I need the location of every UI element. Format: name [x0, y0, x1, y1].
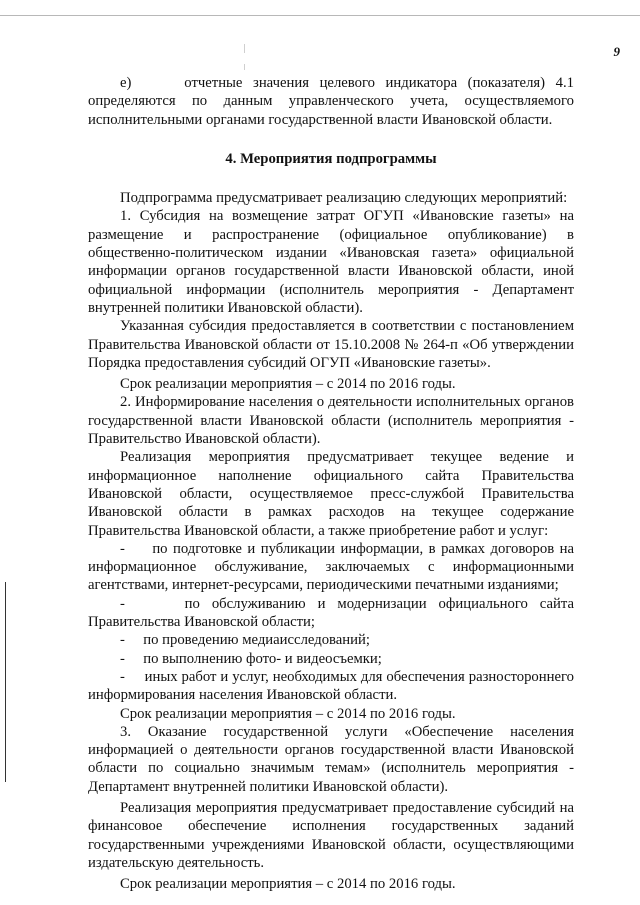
paragraph-implementation: Реализация мероприятия предусматривает предоставление субсидий на финансовое обеспечение исполнения государственных заданий государственными учреждениями Ивановской области, осуществляющими издательскую деятельность.: [88, 799, 574, 871]
list-item: - по обслуживанию и модернизации официального сайта Правительства Ивановской области;: [88, 595, 574, 631]
scan-speck: [244, 64, 245, 70]
paragraph-indicator-note: е) отчетные значения целевого индикатора (показателя) 4.1 определяются по данным управленческого учета, осуществляемого исполнительными органами государственной власти Ивановской области.: [88, 75, 574, 128]
paragraph-measure-1: 1. Субсидия на возмещение затрат ОГУП «Ивановские газеты» на размещение и распространение (официальное опубликование) в общественно-политическом издании «Ивановская газета» официальной информации органов государственной власти Ивановской области, иной официальной информации (исполнитель мероприятия - Департамент внутренней политики Ивановской области).: [88, 208, 574, 316]
paragraph-measure-3: 3. Оказание государственной услуги «Обеспечение населения информацией о деятельности органов государственной власти Ивановской области по социально значимым темам» (исполнитель мероприятия - Департамент внутренней политики Ивановской области).: [88, 723, 574, 795]
list-item: - по выполнению фото- и видеосъемки;: [120, 650, 382, 667]
page-number: 9: [613, 44, 620, 59]
paragraph-term: Срок реализации мероприятия – с 2014 по 2016 годы.: [120, 705, 456, 722]
section-heading: 4. Мероприятия подпрограммы: [225, 150, 437, 167]
list-item: - по подготовке и публикации информации, в рамках договоров на информационное обслуживание, заключаемых с информационными агентствами, интернет-ресурсами, периодическими печатными изданиями;: [88, 540, 574, 594]
paragraph-measure-2: 2. Информирование населения о деятельности исполнительных органов государственной власти Ивановской области (исполнитель мероприятия - Правительство Ивановской области).: [88, 394, 574, 448]
scan-edge-line: [0, 15, 640, 16]
paragraph-subsidy-basis: Указанная субсидия предоставляется в соответствии с постановлением Правительства Ивановской области от 15.10.2008 № 264-п «Об утверждении Порядка предоставления субсидий ОГУП «Ивановские газеты».: [88, 318, 574, 371]
scan-margin-mark: [5, 582, 6, 782]
document-body: [88, 74, 574, 893]
scan-speck: [244, 44, 245, 53]
paragraph-term: Срок реализации мероприятия – с 2014 по 2016 годы.: [120, 876, 456, 893]
list-item: - по проведению медиаисследований;: [120, 632, 370, 649]
paragraph-intro: Подпрограмма предусматривает реализацию следующих мероприятий:: [120, 190, 568, 207]
list-item: - иных работ и услуг, необходимых для обеспечения разностороннего информирования населения Ивановской области.: [88, 668, 574, 704]
paragraph-term: Срок реализации мероприятия – с 2014 по 2016 годы.: [120, 376, 456, 393]
paragraph-implementation: Реализация мероприятия предусматривает текущее ведение и информационное наполнение официального сайта Правительства Ивановской области, осуществляемое пресс-службой Правительства Ивановской области в рамках расходов на текущее содержание Правительства Ивановской области, а также приобретение работ и услуг:: [88, 449, 574, 539]
